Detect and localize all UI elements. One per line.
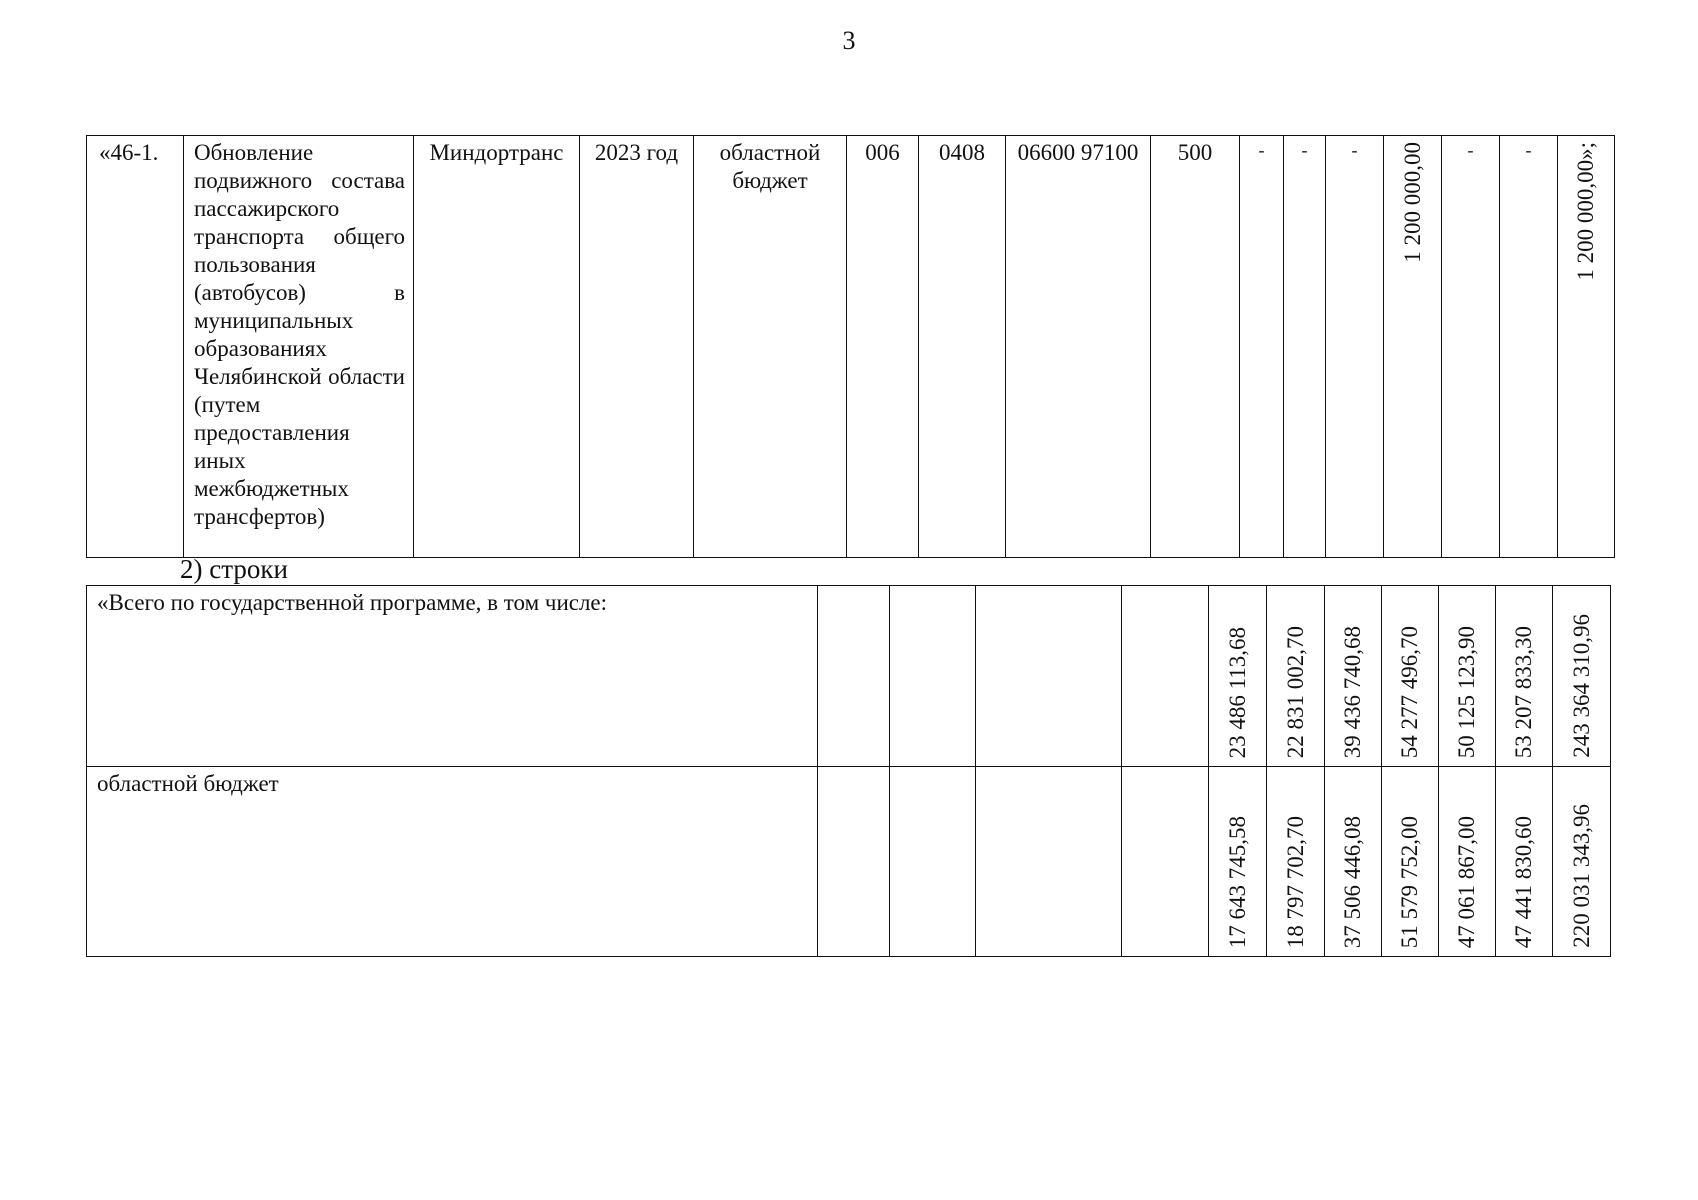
row-value: 18 797 702,70	[1282, 815, 1308, 948]
row-dash: -	[1500, 136, 1558, 558]
row-value: 50 125 123,90	[1454, 625, 1479, 758]
program-row-table	[86, 135, 1615, 558]
row-name: Обновление подвижного состава пассажирского транспорта общего пользования (автобусов) в муниципальных образованиях Челябинской области (путем предоставления иных межбюджетных трансфертов)	[184, 136, 414, 558]
row-value: 17 643 745,58	[1224, 815, 1250, 948]
page-number: 3	[842, 26, 856, 55]
table-row	[87, 136, 1615, 558]
row-code-target: 06600 97100	[1006, 136, 1151, 558]
row-label: «Всего по государственной программе, в том числе:	[87, 586, 818, 767]
table-row	[87, 767, 1611, 957]
row-amount: 1 200 000,00	[1399, 142, 1425, 263]
row-total-cell	[1558, 136, 1615, 558]
totals-table	[86, 585, 1611, 957]
row-value: 220 031 343,96	[1568, 804, 1594, 948]
row-label: областной бюджет	[87, 767, 818, 957]
row-value: 47 441 830,60	[1511, 815, 1536, 948]
row-amount-cell	[1384, 136, 1442, 558]
row-value: 23 486 113,68	[1224, 626, 1250, 758]
row-dash: -	[1284, 136, 1326, 558]
row-value: 22 831 002,70	[1282, 625, 1308, 758]
row-dash: -	[1326, 136, 1384, 558]
table-row	[87, 586, 1611, 767]
row-value: 53 207 833,30	[1511, 625, 1536, 758]
row-total: 1 200 000,00»;	[1573, 142, 1598, 281]
row-value: 51 579 752,00	[1397, 815, 1422, 948]
row-value: 39 436 740,68	[1340, 625, 1365, 758]
row-code-type: 500	[1151, 136, 1240, 558]
row-period: 2023 год	[580, 136, 694, 558]
row-dash: -	[1442, 136, 1500, 558]
section-label: 2) строки	[180, 554, 288, 584]
row-value: 243 364 310,96	[1568, 614, 1594, 758]
row-code-ministry: 006	[847, 136, 919, 558]
row-value: 47 061 867,00	[1454, 815, 1479, 948]
row-code-section: 0408	[919, 136, 1006, 558]
row-number: «46-1.	[87, 136, 184, 558]
row-executor: Миндортранс	[414, 136, 580, 558]
row-value: 37 506 446,08	[1340, 815, 1365, 948]
row-dash: -	[1240, 136, 1284, 558]
row-value: 54 277 496,70	[1397, 625, 1422, 758]
row-source: областной бюджет	[694, 136, 847, 558]
